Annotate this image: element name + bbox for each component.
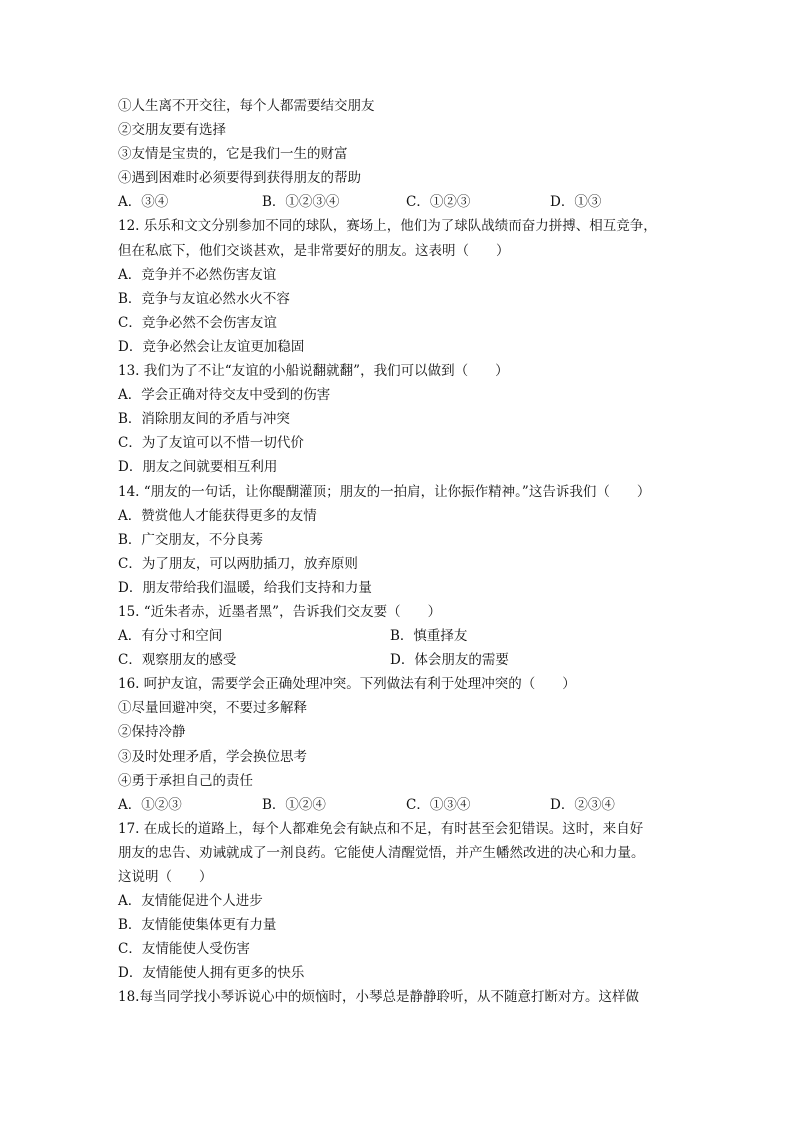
option-d: D．体会朋友的需要: [390, 652, 509, 669]
option-b: B．①②④: [262, 796, 326, 813]
option-d: D．②③④: [550, 796, 615, 813]
option-c: C．①②③: [406, 194, 471, 211]
statement-item: ①人生离不开交往，每个人都需要结交朋友: [118, 98, 375, 114]
option-a: A．①②③: [118, 796, 182, 813]
option-row: [118, 793, 694, 817]
option-a: A．③④: [118, 194, 169, 211]
option-b: B．①②③④: [262, 194, 340, 211]
option-a: A．学会正确对待交友中受到的伤害: [118, 387, 331, 404]
question-17-block: [118, 817, 694, 986]
question-13-block: [118, 359, 694, 479]
option-d: D．友情能使人拥有更多的快乐: [118, 965, 305, 982]
option-c: C．竞争必然不会伤害友谊: [118, 314, 277, 331]
question-11-block: [118, 94, 694, 214]
question-stem: 14. “朋友的一句话，让你醍醐灌顶；朋友的一拍肩，让你振作精神。”这告诉我们（ ）: [118, 483, 651, 500]
option-d: D．朋友带给我们温暖，给我们支持和力量: [118, 579, 372, 596]
question-stem: 但在私底下，他们交谈甚欢，是非常要好的朋友。这表明（ ）: [118, 242, 510, 259]
statement-item: ④遇到困难时必须要得到获得朋友的帮助: [118, 170, 361, 187]
statement-item: ③友情是宝贵的，它是我们一生的财富: [118, 146, 348, 163]
statement-item: ①尽量回避冲突，不要过多解释: [118, 700, 307, 717]
question-stem: 15. “近朱者赤，近墨者黑”，告诉我们交友要（ ）: [118, 603, 442, 620]
option-row: [118, 648, 694, 672]
question-stem: 12. 乐乐和文文分别参加不同的球队，赛场上，他们为了球队战绩而奋力拼搏、相互竞争，: [118, 218, 657, 235]
question-stem: 17. 在成长的道路上，每个人都难免会有缺点和不足，有时甚至会犯错误。这时，来自好: [118, 820, 644, 837]
question-stem: 13. 我们为了不让“友谊的小船说翻就翻”，我们可以做到（ ）: [118, 363, 509, 380]
option-b: B．消除朋友间的矛盾与冲突: [118, 411, 290, 428]
option-c: C．为了友谊可以不惜一切代价: [118, 435, 304, 452]
option-a: A．赞赏他人才能获得更多的友情: [118, 507, 317, 524]
question-18-block: [118, 985, 694, 1009]
statement-item: ③及时处理矛盾，学会换位思考: [118, 748, 307, 765]
option-d: D．朋友之间就要相互利用: [118, 459, 278, 476]
question-stem: 这说明（ ）: [118, 869, 213, 885]
option-a: A．竞争并不必然伤害友谊: [118, 266, 277, 283]
option-row: [118, 190, 694, 214]
option-b: B．广交朋友，不分良莠: [118, 531, 263, 548]
question-12-block: [118, 214, 694, 359]
question-stem: 18.每当同学找小琴诉说心中的烦恼时，小琴总是静静聆听，从不随意打断对方。这样做: [118, 989, 639, 1006]
option-b: B．慎重择友: [390, 628, 468, 645]
option-b: B．友情能使集体更有力量: [118, 917, 277, 934]
option-c: C．为了朋友，可以两肋插刀，放弃原则: [118, 555, 358, 572]
option-b: B．竞争与友谊必然水火不容: [118, 290, 290, 307]
option-row: [118, 624, 694, 648]
option-a: A．有分寸和空间: [118, 628, 223, 645]
question-14-block: [118, 480, 694, 600]
question-16-block: [118, 672, 694, 817]
option-c: C．①③④: [406, 796, 471, 813]
statement-item: ②交朋友要有选择: [118, 122, 226, 139]
question-stem: 朋友的忠告、劝诫就成了一剂良药。它能使人清醒觉悟，并产生幡然改进的决心和力量。: [118, 844, 645, 861]
option-c: C．友情能使人受伤害: [118, 941, 250, 958]
option-a: A．友情能促进个人进步: [118, 893, 263, 910]
option-c: C．观察朋友的感受: [118, 652, 237, 669]
statement-item: ②保持冷静: [118, 724, 186, 741]
option-d: D．①③: [550, 194, 602, 211]
statement-item: ④勇于承担自己的责任: [118, 772, 253, 789]
question-stem: 16. 呵护友谊，需要学会正确处理冲突。下列做法有利于处理冲突的（ ）: [118, 676, 576, 693]
option-d: D．竞争必然会让友谊更加稳固: [118, 338, 305, 355]
question-15-block: [118, 600, 694, 672]
exam-page: [118, 94, 694, 1010]
